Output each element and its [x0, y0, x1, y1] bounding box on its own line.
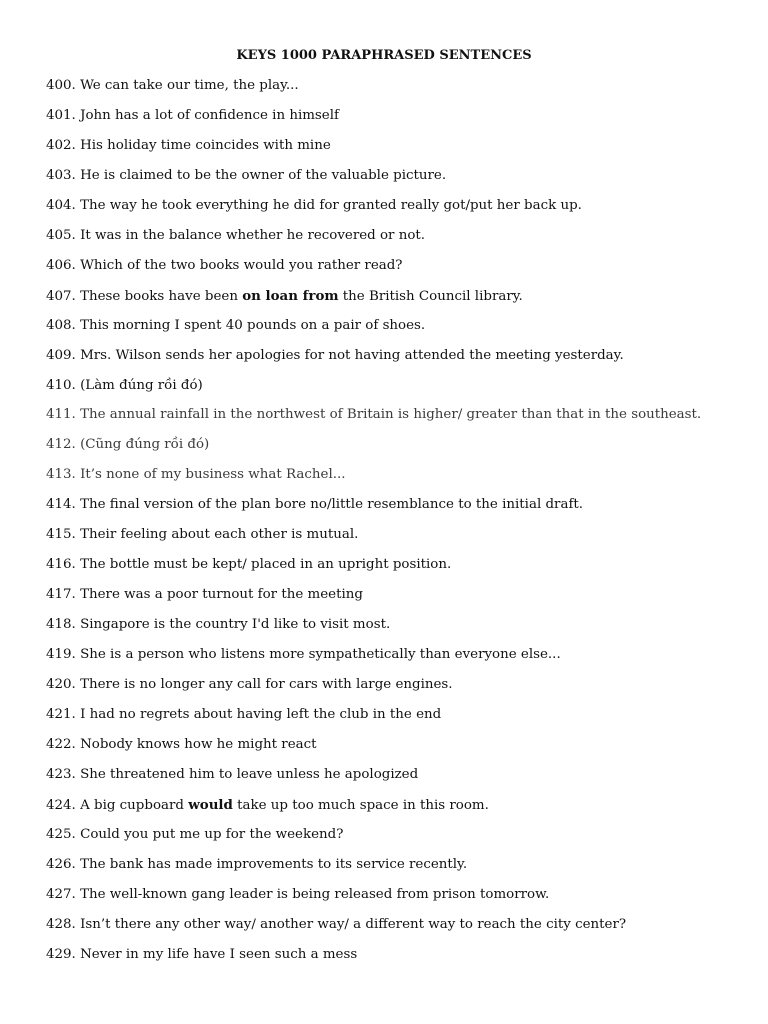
answer-line — [46, 765, 746, 795]
answer-line — [46, 615, 746, 645]
line-text: 405. It was in the balance whether he recovered or not. — [46, 227, 426, 243]
line-text: 402. His holiday time coincides with mine — [46, 137, 331, 153]
answer-line — [46, 915, 746, 945]
answer-line — [46, 825, 746, 855]
line-text: 427. The well-known gang leader is being released from prison tomorrow. — [46, 886, 550, 902]
line-text: 429. Never in my life have I seen such a mess — [46, 946, 358, 962]
answer-line — [46, 465, 746, 495]
answer-line — [46, 286, 746, 316]
answer-line — [46, 106, 746, 136]
line-text: 419. She is a person who listens more sympathetically than everyone else... — [46, 647, 561, 663]
answer-line — [46, 945, 746, 975]
line-text: 423. She threatened him to leave unless he apologized — [46, 766, 419, 782]
answer-line — [46, 645, 746, 675]
line-text: 400. We can take our time, the play... — [46, 78, 299, 93]
line-text: 404. The way he took everything he did for granted really got/put her back up. — [46, 197, 582, 213]
answer-line — [46, 166, 746, 196]
line-text: 420. There is no longer any call for cars with large engines. — [46, 677, 453, 693]
answer-line — [46, 525, 746, 555]
answer-line — [46, 346, 746, 376]
line-text: 421. I had no regrets about having left the club in the end — [46, 707, 442, 723]
line-text: 408. This morning I spent 40 pounds on a pair of shoes. — [46, 317, 426, 333]
answer-line — [46, 376, 746, 406]
line-text: the British Council library. — [338, 288, 523, 304]
line-text: 412. (Cũng đúng rồi đó) — [46, 437, 210, 453]
line-text: 406. Which of the two books would you rather read? — [46, 257, 403, 273]
line-text: 424. A big cupboard — [46, 797, 189, 813]
line-text: 407. These books have been — [46, 288, 243, 304]
line-text: 418. Singapore is the country I'd like to visit most. — [46, 617, 391, 633]
answer-line — [46, 705, 746, 735]
answer-line — [46, 735, 746, 765]
line-text: 401. John has a lot of confidence in himself — [46, 107, 339, 123]
answer-line — [46, 555, 746, 585]
line-text: 428. Isn’t there any other way/ another way/ a different way to reach the city center? — [46, 916, 627, 932]
answer-line — [46, 675, 746, 705]
line-text: 415. Their feeling about each other is mutual. — [46, 527, 359, 543]
bold-phrase: would — [188, 796, 233, 813]
answer-line — [46, 495, 746, 525]
answer-line — [46, 405, 746, 435]
answer-line — [46, 885, 746, 915]
answer-line — [46, 585, 746, 615]
line-text: take up too much space in this room. — [232, 797, 489, 813]
answer-line — [46, 256, 746, 286]
line-text: 403. He is claimed to be the owner of the valuable picture. — [46, 167, 447, 183]
bold-phrase: on loan from — [242, 287, 339, 304]
answer-list — [46, 76, 746, 975]
answer-line — [46, 435, 746, 465]
line-text: 425. Could you put me up for the weekend? — [46, 826, 344, 842]
answer-line — [46, 316, 746, 346]
line-text: 426. The bank has made improvements to its service recently. — [46, 856, 468, 872]
line-text: 422. Nobody knows how he might react — [46, 736, 317, 752]
line-text: 411. The annual rainfall in the northwest of Britain is higher/ greater than that in the southeast. — [46, 407, 702, 423]
answer-line — [46, 855, 746, 885]
line-text: 416. The bottle must be kept/ placed in an upright position. — [46, 557, 452, 573]
line-text: 417. There was a poor turnout for the meeting — [46, 587, 363, 603]
answer-line — [46, 196, 746, 226]
answer-line — [46, 226, 746, 256]
answer-line — [46, 795, 746, 825]
answer-line — [46, 76, 746, 106]
line-text: 413. It’s none of my business what Rachel... — [46, 467, 346, 483]
line-text: 410. (Làm đúng rồi đó) — [46, 377, 203, 393]
line-text: 409. Mrs. Wilson sends her apologies for not having attended the meeting yesterday. — [46, 347, 624, 363]
document-title: KEYS 1000 PARAPHRASED SENTENCES — [236, 48, 532, 63]
answer-line — [46, 136, 746, 166]
line-text: 414. The final version of the plan bore no/little resemblance to the initial draft. — [46, 497, 584, 513]
